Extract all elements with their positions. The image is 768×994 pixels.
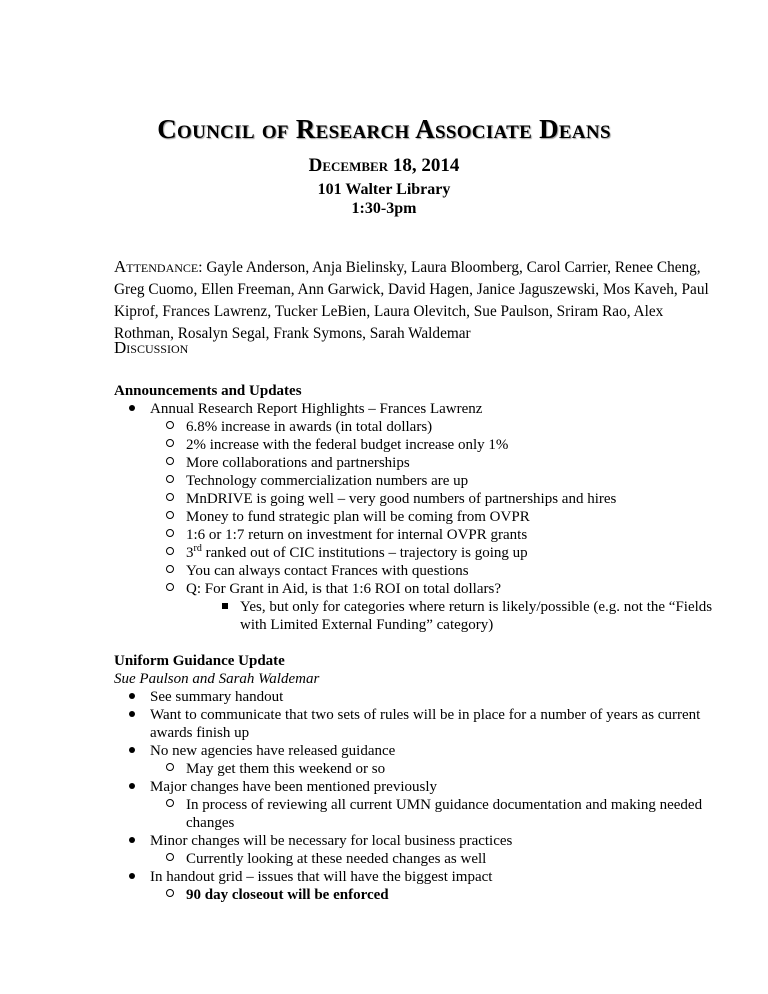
list-item: In handout grid – issues that will have the biggest impact xyxy=(114,868,724,886)
list-item: You can always contact Frances with questions xyxy=(114,562,724,580)
bullet-circle-icon xyxy=(166,475,174,483)
bullet-circle-icon xyxy=(166,493,174,501)
list-item: Minor changes will be necessary for local business practices xyxy=(114,832,724,850)
section-heading-announcements: Announcements and Updates xyxy=(114,383,302,399)
meeting-location: 101 Walter Library xyxy=(317,181,451,198)
bullet-circle-icon xyxy=(166,421,174,429)
bullet-circle-icon xyxy=(166,547,174,555)
list-item: Annual Research Report Highlights – Frances Lawrenz xyxy=(114,400,724,418)
discussion-content xyxy=(114,382,724,904)
list-item: No new agencies have released guidance xyxy=(114,742,724,760)
list-item: Q: For Grant in Aid, is that 1:6 ROI on total dollars? xyxy=(114,580,724,598)
bullet-dot-icon xyxy=(129,873,135,879)
list-item: 2% increase with the federal budget increase only 1% xyxy=(114,436,724,454)
bullet-circle-icon xyxy=(166,439,174,447)
section-presenters: Sue Paulson and Sarah Waldemar xyxy=(114,671,320,687)
list-item: 1:6 or 1:7 return on investment for internal OVPR grants xyxy=(114,526,724,544)
bullet-square-icon xyxy=(222,603,228,609)
list-item: Want to communicate that two sets of rules will be in place for a number of years as current awards finish up xyxy=(114,706,724,742)
meeting-time: 1:30-3pm xyxy=(351,200,417,217)
list-item: Yes, but only for categories where return is likely/possible (e.g. not the “Fields with Limited External Funding” category) xyxy=(114,598,724,634)
bullet-dot-icon xyxy=(129,405,135,411)
bullet-circle-icon xyxy=(166,457,174,465)
list-item: 6.8% increase in awards (in total dollars) xyxy=(114,418,724,436)
bullet-dot-icon xyxy=(129,693,135,699)
attendance-colon: : xyxy=(198,259,203,276)
bullet-dot-icon xyxy=(129,711,135,717)
list-item: 3rd ranked out of CIC institutions – trajectory is going up xyxy=(114,544,724,562)
list-item: 90 day closeout will be enforced xyxy=(114,886,724,904)
list-item: In process of reviewing all current UMN guidance documentation and making needed changes xyxy=(114,796,724,832)
attendance-label: Attendance xyxy=(114,257,199,276)
list-item: See summary handout xyxy=(114,688,724,706)
discussion-heading: Discussion xyxy=(114,338,189,357)
bullet-circle-icon xyxy=(166,529,174,537)
list-item: May get them this weekend or so xyxy=(114,760,724,778)
bullet-circle-icon xyxy=(166,799,174,807)
bullet-circle-icon xyxy=(166,565,174,573)
attendance-names: Gayle Anderson, Anja Bielinsky, Laura Bloomberg, Carol Carrier, Renee Cheng, Greg Cuomo, Ellen Freeman, Ann Garwick, David Hagen, Janice Jaguszewski, Mos Kaveh, Paul Kiprof, Frances Lawrenz, Tucker LeBien, Laura Olevitch, Sue Paulson, Sriram Rao, Alex Rothman, Rosalyn Segal, Frank Symons, Sarah Waldemar xyxy=(114,259,709,342)
list-item: Technology commercialization numbers are up xyxy=(114,472,724,490)
attendance-paragraph xyxy=(114,256,714,345)
list-item: Currently looking at these needed changes as well xyxy=(114,850,724,868)
document-title: Council of Research Associate Deans xyxy=(157,114,611,144)
bullet-circle-icon xyxy=(166,889,174,897)
bullet-circle-icon xyxy=(166,583,174,591)
list-item: More collaborations and partnerships xyxy=(114,454,724,472)
bullet-dot-icon xyxy=(129,837,135,843)
list-item: Major changes have been mentioned previously xyxy=(114,778,724,796)
bullet-dot-icon xyxy=(129,783,135,789)
bullet-dot-icon xyxy=(129,747,135,753)
list-item: Money to fund strategic plan will be coming from OVPR xyxy=(114,508,724,526)
list-item: MnDRIVE is going well – very good numbers of partnerships and hires xyxy=(114,490,724,508)
bullet-circle-icon xyxy=(166,511,174,519)
meeting-date: December 18, 2014 xyxy=(308,155,460,176)
bullet-circle-icon xyxy=(166,763,174,771)
section-heading-uniform-guidance: Uniform Guidance Update xyxy=(114,653,285,669)
bullet-circle-icon xyxy=(166,853,174,861)
